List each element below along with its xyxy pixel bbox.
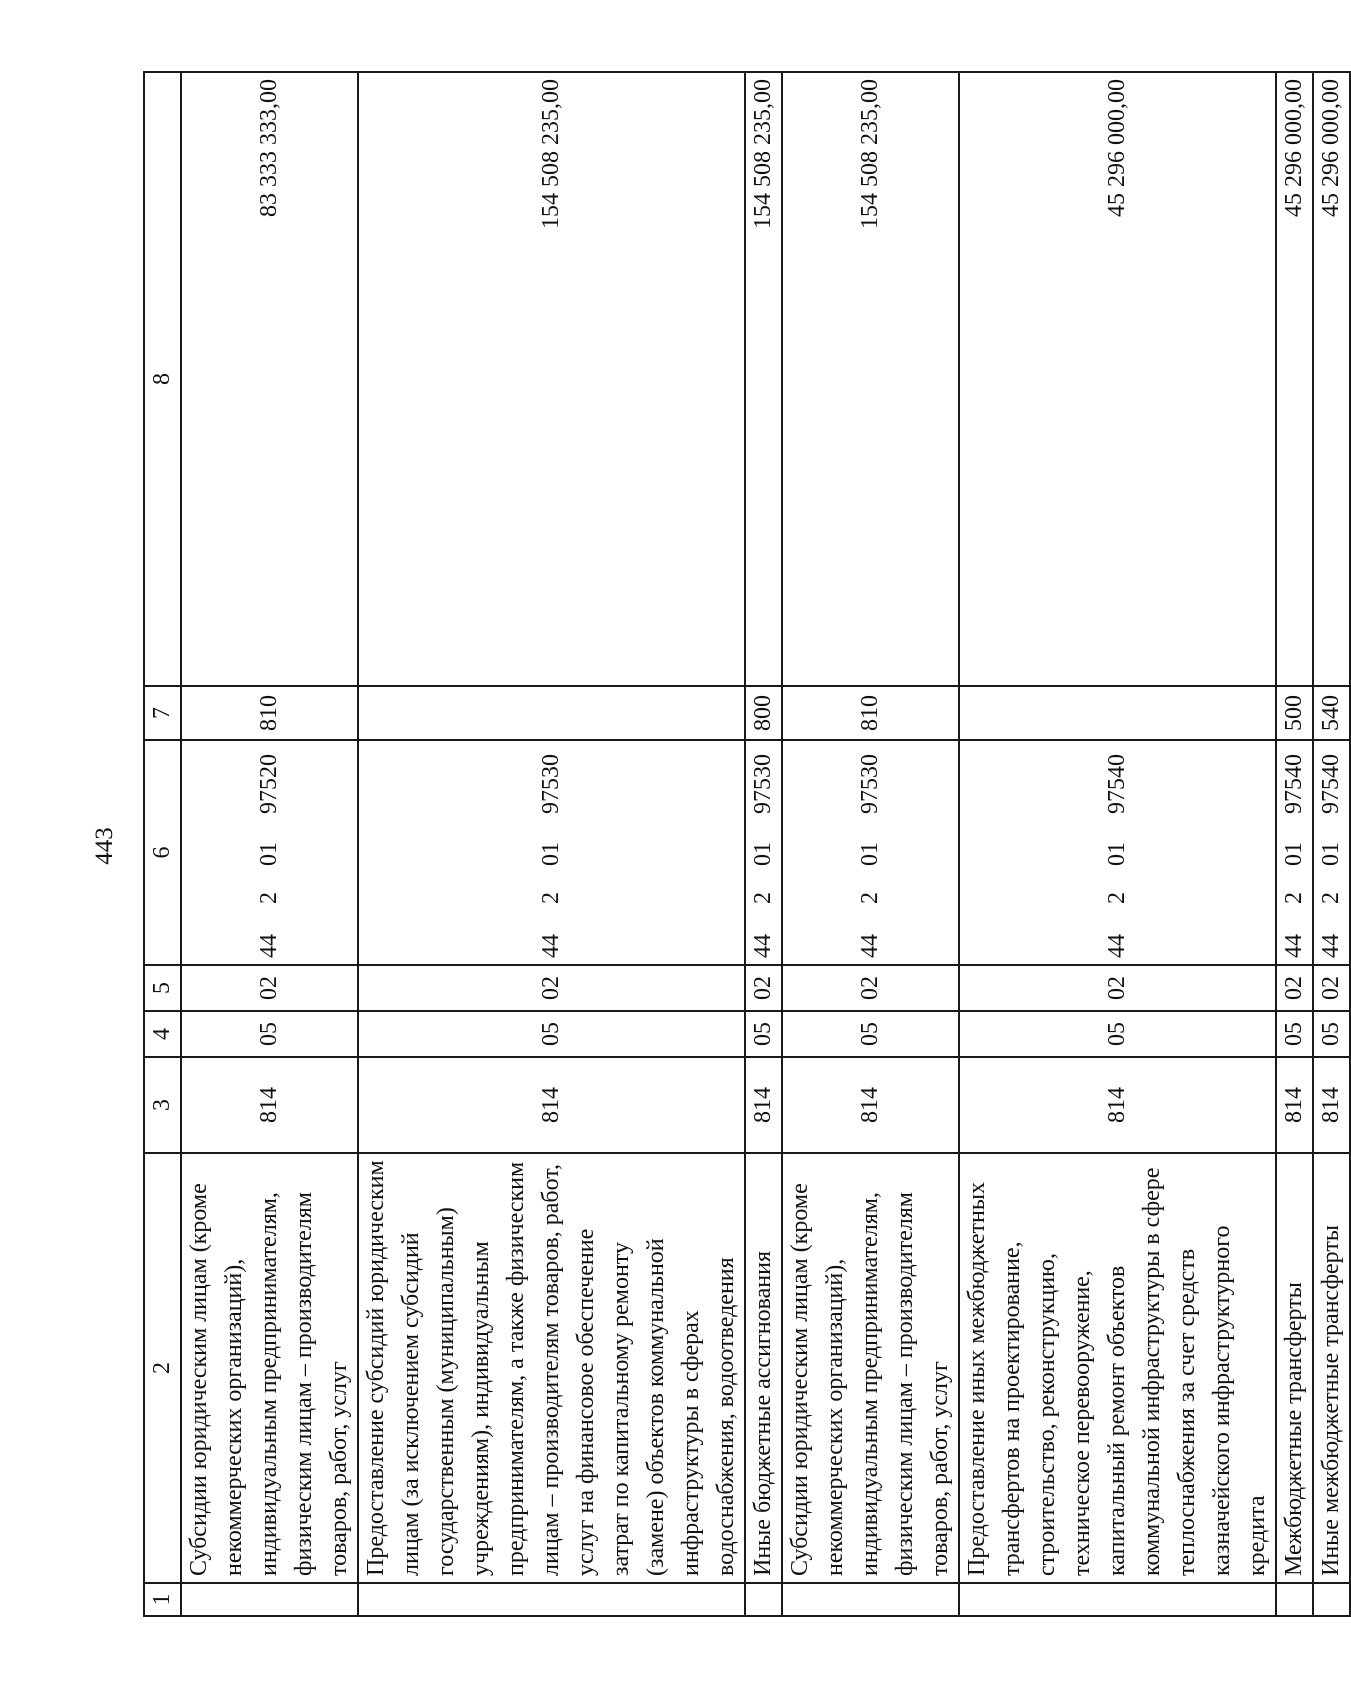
target-article-part: 97530: [538, 754, 564, 814]
column-number: 6: [144, 740, 181, 965]
expense-type-cell: [358, 686, 745, 740]
row-number-cell: [782, 1583, 959, 1616]
page-number: 443: [91, 827, 118, 865]
target-article-cell: [745, 740, 782, 965]
target-article-part: 97530: [750, 754, 776, 814]
target-article-part: 44: [1104, 934, 1130, 958]
subsection-code-cell: 02: [959, 965, 1276, 1011]
target-article-part: 01: [538, 842, 564, 866]
ministry-code-cell: 814: [1313, 1057, 1350, 1153]
target-article-part: 01: [1281, 842, 1307, 866]
column-number-row: [144, 72, 181, 1616]
table-row: [1276, 72, 1313, 1616]
section-code-cell: 05: [959, 1011, 1276, 1057]
rotated-table-wrapper: [143, 73, 1344, 1617]
section-code-cell: 05: [358, 1011, 745, 1057]
target-article-part: 2: [1281, 892, 1307, 904]
description-cell: Субсидии юридическим лицам (кроме некоммерческих организаций), индивидуальным предпринимателям, физическим лицам – производителям товаров, работ, услуг: [181, 1153, 358, 1583]
column-number: 2: [144, 1153, 181, 1583]
target-article-part: 44: [256, 934, 282, 958]
column-number: 1: [144, 1583, 181, 1616]
target-article-part: 01: [750, 842, 776, 866]
section-code-cell: 05: [1313, 1011, 1350, 1057]
target-article-cell: [782, 740, 959, 965]
target-article-part: 2: [1318, 892, 1344, 904]
description-cell: Предоставление иных межбюджетных трансфертов на проектирование, строительство, реконструкцию, техническое перевооружение, капитальный ремонт объектов коммунальной инфраструктуры в сфере теплоснабжения за счет средств казначейского инфраструктурного кредита: [959, 1153, 1276, 1583]
table-row: [181, 72, 358, 1616]
amount-cell: 154 508 235,00: [745, 72, 782, 686]
row-number-cell: [745, 1583, 782, 1616]
target-article-part: 01: [1104, 842, 1130, 866]
amount-cell: 45 296 000,00: [1276, 72, 1313, 686]
section-code-cell: 05: [181, 1011, 358, 1057]
table-row: [1313, 72, 1350, 1616]
ministry-code-cell: 814: [358, 1057, 745, 1153]
amount-cell: 154 508 235,00: [358, 72, 745, 686]
target-article-part: 2: [750, 892, 776, 904]
column-number: 5: [144, 965, 181, 1011]
ministry-code-cell: 814: [959, 1057, 1276, 1153]
row-number-cell: [358, 1583, 745, 1616]
target-article-cell: [358, 740, 745, 965]
row-number-cell: [959, 1583, 1276, 1616]
target-article-cell: [1313, 740, 1350, 965]
target-article-part: 97540: [1318, 754, 1344, 814]
target-article-cell: [959, 740, 1276, 965]
section-code-cell: 05: [1276, 1011, 1313, 1057]
expense-type-cell: [959, 686, 1276, 740]
ministry-code-cell: 814: [1276, 1057, 1313, 1153]
subsection-code-cell: 02: [782, 965, 959, 1011]
subsection-code-cell: 02: [358, 965, 745, 1011]
subsection-code-cell: 02: [1276, 965, 1313, 1011]
description-cell: Межбюджетные трансферты: [1276, 1153, 1313, 1583]
subsection-code-cell: 02: [1313, 965, 1350, 1011]
description-cell: Субсидии юридическим лицам (кроме некоммерческих организаций), индивидуальным предпринимателям, физическим лицам – производителям товаров, работ, услуг: [782, 1153, 959, 1583]
ministry-code-cell: 814: [181, 1057, 358, 1153]
target-article-part: 44: [1281, 934, 1307, 958]
target-article-part: 97530: [857, 754, 883, 814]
column-number: 3: [144, 1057, 181, 1153]
amount-cell: 154 508 235,00: [782, 72, 959, 686]
target-article-part: 01: [1318, 842, 1344, 866]
target-article-cell: [1276, 740, 1313, 965]
target-article-part: 2: [538, 892, 564, 904]
row-number-cell: [1276, 1583, 1313, 1616]
column-number: 4: [144, 1011, 181, 1057]
table-row: [745, 72, 782, 1616]
expense-type-cell: 540: [1313, 686, 1350, 740]
target-article-part: 97540: [1281, 754, 1307, 814]
table-row: [959, 72, 1276, 1616]
subsection-code-cell: 02: [181, 965, 358, 1011]
target-article-part: 2: [1104, 892, 1130, 904]
description-cell: Иные бюджетные ассигнования: [745, 1153, 782, 1583]
amount-cell: 83 333 333,00: [181, 72, 358, 686]
target-article-part: 01: [256, 842, 282, 866]
description-cell: Иные межбюджетные трансферты: [1313, 1153, 1350, 1583]
row-number-cell: [181, 1583, 358, 1616]
target-article-part: 01: [857, 842, 883, 866]
description-cell: Предоставление субсидий юридическим лицам (за исключением субсидий государственным (муниципальным) учреждениям), индивидуальным предпринимателям, а также физическим лицам – производителям товаров, работ, услуг на финансовое обеспечение затрат по капитальному ремонту (замене) объектов коммунальной инфраструктуры в сферах водоснабжения, водоотведения: [358, 1153, 745, 1583]
table-row: [358, 72, 745, 1616]
column-number: 7: [144, 686, 181, 740]
expense-type-cell: 810: [181, 686, 358, 740]
target-article-part: 97520: [256, 754, 282, 814]
expense-type-cell: 500: [1276, 686, 1313, 740]
target-article-part: 2: [857, 892, 883, 904]
ministry-code-cell: 814: [745, 1057, 782, 1153]
table-row: [782, 72, 959, 1616]
budget-table: [143, 71, 1351, 1617]
target-article-part: 97540: [1104, 754, 1130, 814]
expense-type-cell: 800: [745, 686, 782, 740]
subsection-code-cell: 02: [745, 965, 782, 1011]
row-number-cell: [1313, 1583, 1350, 1616]
target-article-part: 2: [256, 892, 282, 904]
target-article-part: 44: [857, 934, 883, 958]
target-article-cell: [181, 740, 358, 965]
target-article-part: 44: [750, 934, 776, 958]
section-code-cell: 05: [745, 1011, 782, 1057]
amount-cell: 45 296 000,00: [1313, 72, 1350, 686]
expense-type-cell: 810: [782, 686, 959, 740]
target-article-part: 44: [538, 934, 564, 958]
ministry-code-cell: 814: [782, 1057, 959, 1153]
column-number: 8: [144, 72, 181, 686]
amount-cell: 45 296 000,00: [959, 72, 1276, 686]
target-article-part: 44: [1318, 934, 1344, 958]
section-code-cell: 05: [782, 1011, 959, 1057]
